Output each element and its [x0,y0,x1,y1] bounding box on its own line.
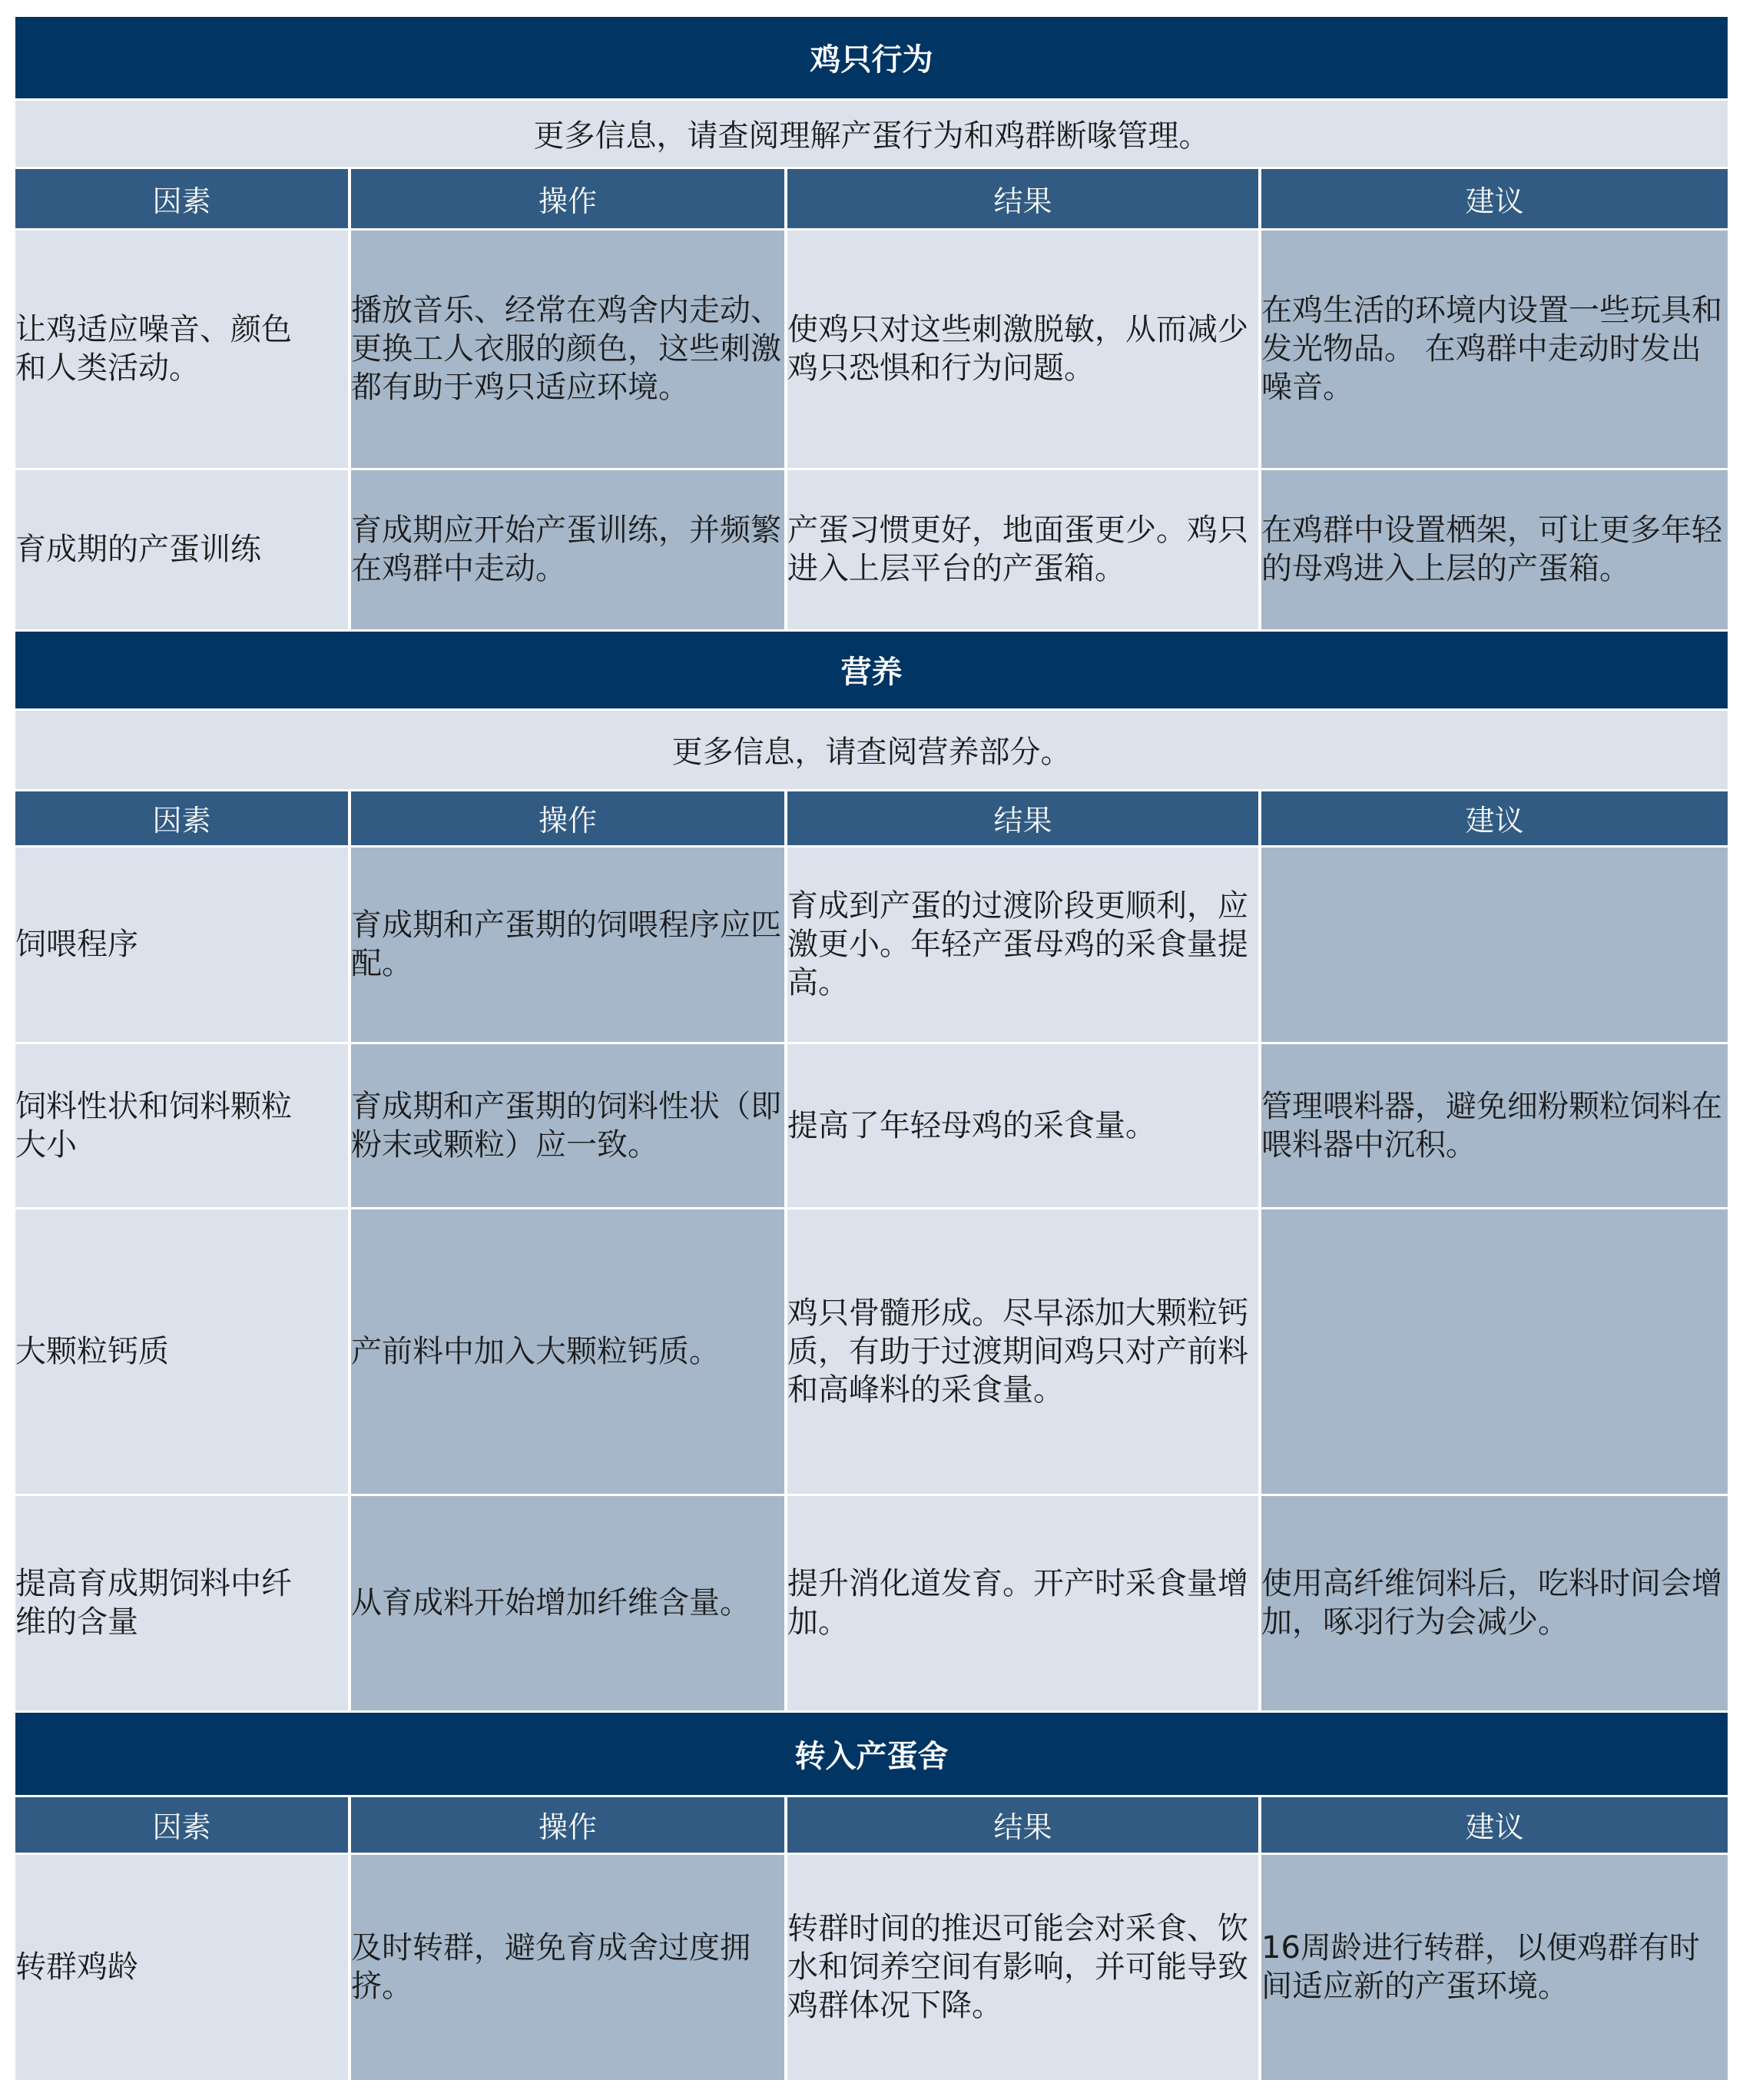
advice-cell: 使用高纤维饲料后，吃料时间会增加，啄羽行为会减少。 [1260,1495,1728,1711]
table-row [15,469,1728,630]
action-cell: 播放音乐、经常在鸡舍内走动、更换工人衣服的颜色，这些刺激都有助于鸡只适应环境。 [350,229,786,469]
action-cell: 从育成料开始增加纤维含量。 [350,1495,786,1711]
column-header-factor: 因素 [15,168,350,229]
action-cell: 及时转群，避免育成舍过度拥挤。 [350,1853,786,2081]
column-header-result: 结果 [786,168,1260,229]
result-cell: 产蛋习惯更好，地面蛋更少。鸡只进入上层平台的产蛋箱。 [786,469,1260,630]
advice-cell: 16周龄进行转群，以便鸡群有时间适应新的产蛋环境。 [1260,1853,1728,2081]
result-cell: 提高了年轻母鸡的采食量。 [786,1043,1260,1208]
result-cell: 使鸡只对这些刺激脱敏，从而减少鸡只恐惧和行为问题。 [786,229,1260,469]
factor-cell: 饲料性状和饲料颗粒大小 [15,1043,350,1208]
result-cell: 提升消化道发育。开产时采食量增加。 [786,1495,1260,1711]
table-row [15,1043,1728,1208]
action-cell: 育成期和产蛋期的饲料性状（即粉末或颗粒）应一致。 [350,1043,786,1208]
advice-cell [1260,846,1728,1043]
section-title: 鸡只行为 [15,17,1728,99]
advice-cell [1260,1208,1728,1495]
factor-cell: 让鸡适应噪音、颜色和人类活动。 [15,229,350,469]
action-cell: 产前料中加入大颗粒钙质。 [350,1208,786,1495]
table-row [15,1853,1728,2081]
action-cell: 育成期和产蛋期的饲喂程序应匹配。 [350,846,786,1043]
poultry-management-table [15,17,1728,2082]
section-info-note: 更多信息，请查阅理解产蛋行为和鸡群断喙管理。 [15,99,1728,168]
factor-cell: 转群鸡龄 [15,1853,350,2081]
section-title: 营养 [15,630,1728,709]
column-header-result: 结果 [786,1796,1260,1853]
table-row [15,1495,1728,1711]
table-row [15,229,1728,469]
table-row [15,1208,1728,1495]
column-header-advice: 建议 [1260,168,1728,229]
result-cell: 育成到产蛋的过渡阶段更顺利，应激更小。年轻产蛋母鸡的采食量提高。 [786,846,1260,1043]
result-cell: 鸡只骨髓形成。尽早添加大颗粒钙质，有助于过渡期间鸡只对产前料和高峰料的采食量。 [786,1208,1260,1495]
advice-cell: 管理喂料器，避免细粉颗粒饲料在喂料器中沉积。 [1260,1043,1728,1208]
result-cell: 转群时间的推迟可能会对采食、饮水和饲养空间有影响，并可能导致鸡群体况下降。 [786,1853,1260,2081]
table-row [15,846,1728,1043]
factor-cell: 饲喂程序 [15,846,350,1043]
factor-cell: 大颗粒钙质 [15,1208,350,1495]
column-header-action: 操作 [350,790,786,846]
factor-cell: 育成期的产蛋训练 [15,469,350,630]
column-header-factor: 因素 [15,790,350,846]
column-header-action: 操作 [350,168,786,229]
factor-cell: 提高育成期饲料中纤维的含量 [15,1495,350,1711]
advice-cell: 在鸡群中设置栖架，可让更多年轻的母鸡进入上层的产蛋箱。 [1260,469,1728,630]
column-header-factor: 因素 [15,1796,350,1853]
action-cell: 育成期应开始产蛋训练，并频繁在鸡群中走动。 [350,469,786,630]
column-header-action: 操作 [350,1796,786,1853]
section-title: 转入产蛋舍 [15,1711,1728,1796]
column-header-result: 结果 [786,790,1260,846]
column-header-advice: 建议 [1260,790,1728,846]
advice-cell: 在鸡生活的环境内设置一些玩具和发光物品。 在鸡群中走动时发出噪音。 [1260,229,1728,469]
column-header-advice: 建议 [1260,1796,1728,1853]
section-info-note: 更多信息，请查阅营养部分。 [15,709,1728,790]
